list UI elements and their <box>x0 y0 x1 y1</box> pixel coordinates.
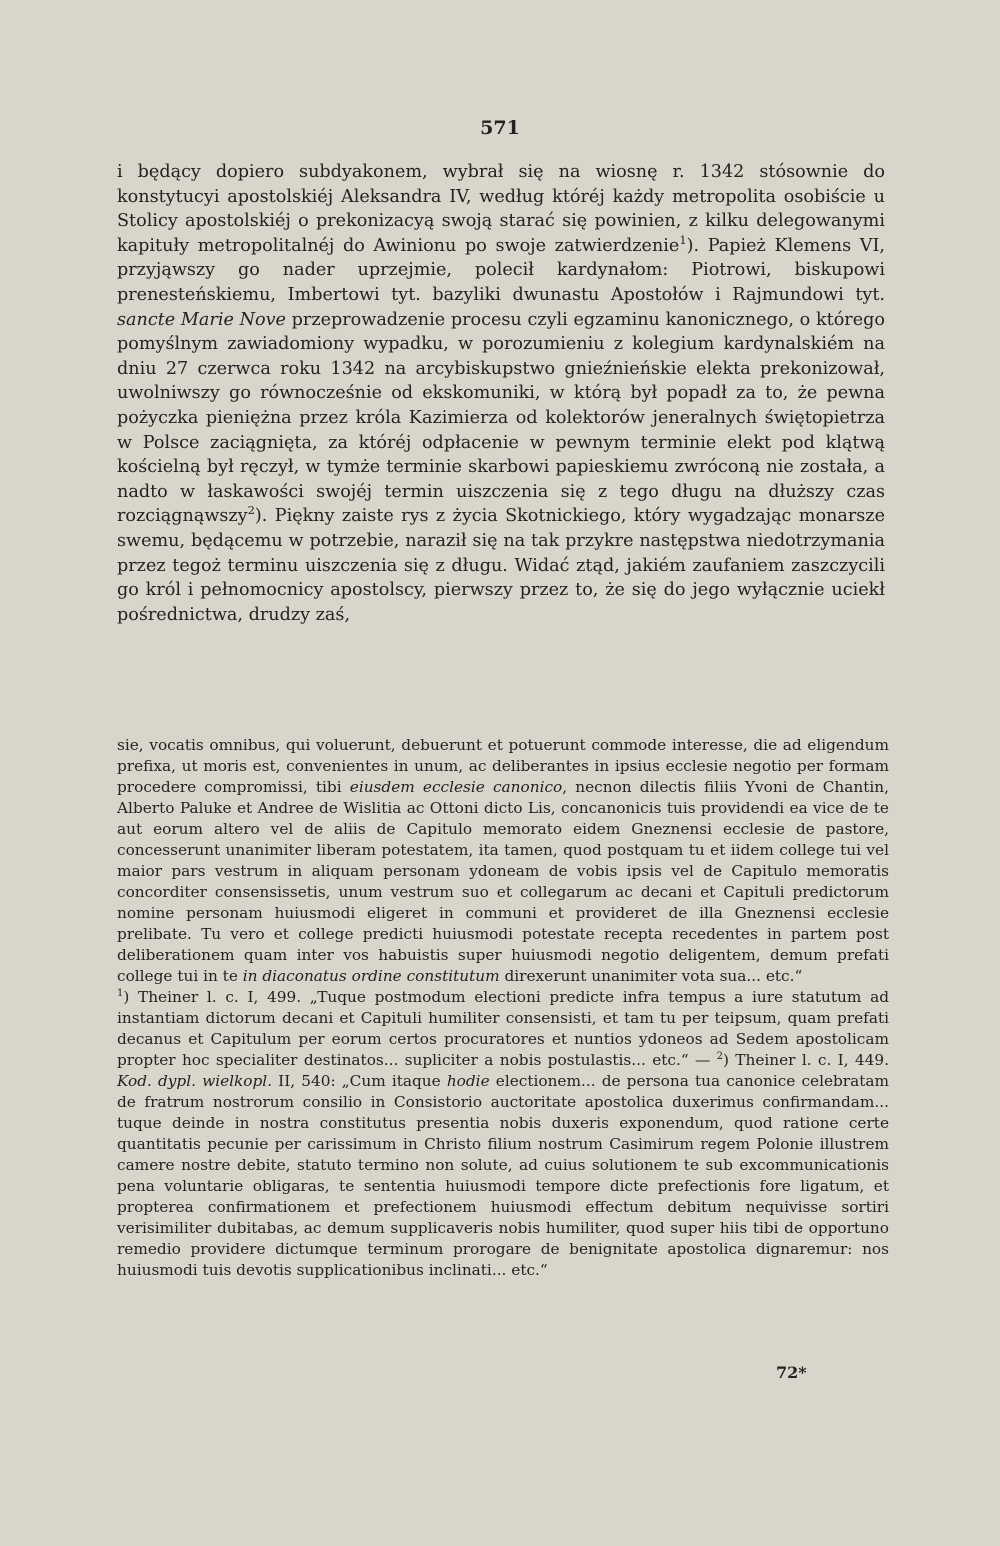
text-run: , necnon dilectis filiis Yvoni de Chantin, Alberto Paluke et Andree de Wislitia ac Ottoni dicto Lis, concanonicis tuis providendi ea vice de te aut eorum altero vel de aliis de Capitulo memorato eidem Gneznensi ecclesie de pastore, concesserunt unanimiter liberam potestatem, ita tamen, quod postquam tu et iidem college tui vel maior pars vestrum in aliquam personam ydoneam de vobis ipsis vel de Capitulo memoratis concorditer consensissetis, unum vestrum suo et collegarum ac decani et Capituli predictorum nomine personam huiusmodi eligeret in communi et provideret de illa Gneznensi ecclesie prelibate. Tu vero et college predicti huiusmodi potestate recepta recedentes in partem post deliberationem quam inter vos habuistis super huiusmodi negotio deligentem, demum prefati college tui in te <box>117 778 890 985</box>
text-run: electionem... de persona tua canonice celebratam de fratrum nostrorum consilio in Consistorio auctoritate apostolica duxerimus confirmandam... tuque deinde in nostra constitutus presentia nobis duxeris exponendum, quod ratione certe quantitatis pecunie per carissimum in Christo filium nostrum Casimirum regem Polonie illustrem camere nostre debite, statuto termino non solute, ad cuius solutionem te sub excommunicationis pena voluntarie obligaras, te sententia huiusmodi tempore dicte prefectionis fore ligatum, et propterea confirmationem et prefectionem huiusmodi effectum debitum nequivisse sortiri verisimiliter dubitabas, ac demum supplicaveris nobis humiliter, quod super hiis tibi de opportuno remedio providere dictumque terminum prorogare de benignitate apostolica dignaremur: nos huiusmodi tuis devotis supplicationibus inclinati... etc.“ <box>117 1072 890 1279</box>
footnote-ref: 2 <box>247 503 255 518</box>
main-text <box>117 160 885 627</box>
text-run: i będący dopiero subdyakonem, wybrał się na wiosnę r. 1342 stósownie do konstytucyi apostolskiéj Aleksandra IV, według któréj każdy metropolita osobiście u Stolicy apostolskiéj o prekonizacyą swoją starać się powinien, z kilku delegowanymi kapituły metropolitalnéj do Awinionu po swoje zatwierdzenie <box>117 162 885 256</box>
text-run: ). Piękny zaiste rys z życia Skotnickiego, który wygadzając monarsze swemu, będącemu w potrzebie, naraził się na tak przykre następstwa niedotrzymania przez tegoż terminu uiszczenia się z długu. Widać ztąd, jakiém zaufaniem zaszczycili go król i pełnomocnicy apostolscy, pierwszy przez to, że się do jego wyłącznie uciekł pośrednictwa, drudzy zaś, <box>117 506 885 625</box>
footnote-ref: 1 <box>679 232 687 247</box>
text-run: sie, vocatis omnibus, qui voluerunt, debuerunt et potuerunt commode interesse, die ad eligendum prefixa, ut moris est, convenientes in unum, ac deliberantes in ipsius ecclesie negotio per formam procedere compromissi, tibi <box>117 736 889 796</box>
footnote-paragraph <box>117 735 889 1281</box>
signature-mark: 72* <box>776 1363 807 1382</box>
page-number: 571 <box>480 117 520 139</box>
italic-run: in diaconatus ordine constitutum <box>242 967 500 985</box>
text-run: ) Theiner l. c. I, 449. <box>722 1051 889 1069</box>
text-run: ) Theiner l. c. I, 499. „Tuque postmodum electioni predicte infra tempus a iure statutum ad instantiam dictorum decani et Capituli humiliter consensisti, et tam tu per teipsum, quam prefati decanus et Capitulum per eorum certos procuratores et nuntios ydoneos ad Sedem apostolicam propter hoc specialiter destinatos... supliciter a nobis postulastis... etc.“ — <box>117 988 889 1069</box>
footnote-number: 2 <box>716 1050 723 1062</box>
italic-run: Kod. dypl. wielkopl. <box>117 1072 273 1090</box>
text-run: przeprowadzenie procesu czyli egzaminu kanonicznego, o którego pomyślnym zawiadomiony wypadku, w porozumieniu z kolegium kardynalskiém na dniu 27 czerwca roku 1342 na arcybiskupstwo gnieźnieńskie elekta prekonizował, uwolniwszy go równocześnie od ekskomuniki, w którą był popadł za to, że pewna pożyczka pieniężna przez króla Kazimierza od kolektorów jeneralnych świętopietrza w Polsce zaciągnięta, za któréj odpłacenie w pewnym terminie elekt pod klątwą kościelną był ręczył, w tymże terminie skarbowi papieskiemu zwróconą nie została, a nadto w łaskawości swojéj termin uiszczenia się z tego długu na dłuższy czas rozciągnąwszy <box>117 309 885 527</box>
italic-run: eiusdem ecclesie canonico <box>349 778 563 796</box>
footnotes <box>117 735 889 1281</box>
text-run: ). Papież Klemens VI, przyjąwszy go nader uprzejmie, polecił kardynałom: Piotrowi, biskupowi prenesteńskiemu, Imbertowi tyt. bazyliki dwunastu Apostołów i Rajmundowi tyt. <box>117 235 885 305</box>
text-run: II, 540: „Cum itaque <box>272 1072 447 1090</box>
italic-run: hodie <box>446 1072 490 1090</box>
italic-run: sancte Marie Nove <box>117 309 286 330</box>
text-run: direxerunt unanimiter vota sua... etc.“ <box>499 967 803 985</box>
footnote-number: 1 <box>117 987 124 999</box>
main-paragraph <box>117 160 885 627</box>
